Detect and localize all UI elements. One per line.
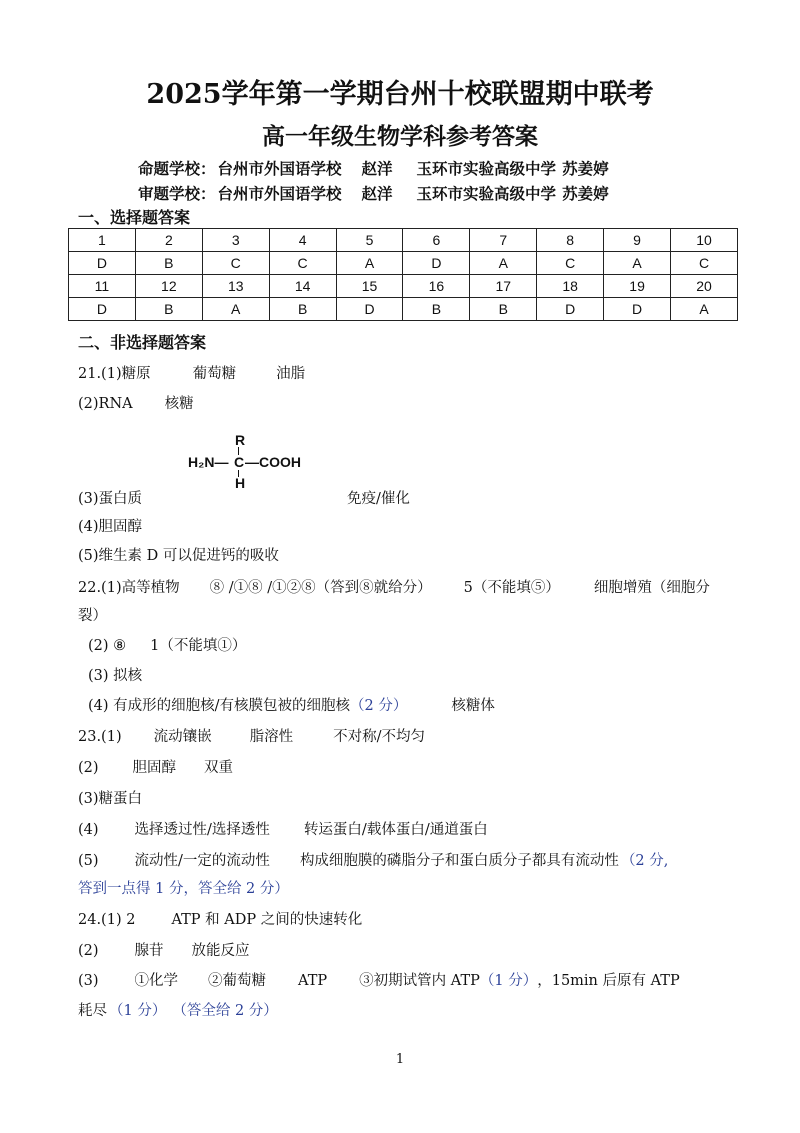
document-subtitle: 高一年级生物学科参考答案 bbox=[262, 124, 538, 150]
table-cell: A bbox=[202, 298, 269, 321]
table-cell: D bbox=[69, 298, 136, 321]
q22-line-2 bbox=[88, 634, 246, 655]
q22-4-b: 核糖体 bbox=[451, 698, 495, 714]
section-choice-heading: 一、选择题答案 bbox=[78, 208, 191, 227]
table-cell: C bbox=[202, 252, 269, 275]
table-cell: D bbox=[403, 252, 470, 275]
table-cell: B bbox=[403, 298, 470, 321]
table-cell: 3 bbox=[202, 229, 269, 252]
formula-left: H₂N— bbox=[188, 454, 229, 470]
table-cell: A bbox=[470, 252, 537, 275]
table-cell: 14 bbox=[269, 275, 336, 298]
q24-3-c: ②葡萄糖 bbox=[208, 973, 267, 989]
q22-4-score: （2 分） bbox=[350, 698, 408, 714]
q24-line-3b bbox=[78, 999, 278, 1020]
reviewer-line bbox=[138, 182, 609, 204]
table-cell: A bbox=[604, 252, 671, 275]
q22-line-3: (3) 拟核 bbox=[88, 668, 143, 684]
table-cell: 20 bbox=[671, 275, 738, 298]
q23-line-4 bbox=[78, 818, 488, 839]
table-cell: D bbox=[69, 252, 136, 275]
q23-1-a: 23.(1) bbox=[78, 729, 122, 745]
q21-3-a: (3)蛋白质 bbox=[78, 491, 143, 507]
table-cell: 1 bbox=[69, 229, 136, 252]
proposer-line bbox=[138, 157, 609, 179]
q22-line-1b: 裂） bbox=[78, 608, 107, 624]
q23-5-a: (5) bbox=[78, 853, 99, 869]
table-cell: D bbox=[537, 298, 604, 321]
q23-4-c: 转运蛋白/载体蛋白/通道蛋白 bbox=[303, 822, 488, 838]
formula-r: R bbox=[235, 432, 246, 448]
table-cell: 8 bbox=[537, 229, 604, 252]
q23-line-3: (3)糖蛋白 bbox=[78, 791, 143, 807]
table-row bbox=[69, 229, 738, 252]
q24-3b-score: （1 分） bbox=[109, 1003, 167, 1019]
q23-5-score: （2 分, bbox=[620, 853, 669, 869]
q22-1-c: 5（不能填⑤） bbox=[463, 580, 560, 596]
q21-line-5: (5)维生素 D 可以促进钙的吸收 bbox=[78, 548, 279, 564]
table-cell: C bbox=[671, 252, 738, 275]
table-cell: D bbox=[336, 298, 403, 321]
table-cell: 9 bbox=[604, 229, 671, 252]
proposer-school-2: 玉环市实验高级中学 bbox=[416, 160, 557, 178]
table-row bbox=[69, 298, 738, 321]
q23-5-c: 构成细胞膜的磷脂分子和蛋白质分子都具有流动性 bbox=[299, 853, 619, 869]
table-row bbox=[69, 252, 738, 275]
answer-table bbox=[68, 228, 738, 321]
q23-line-5b: 答到一点得 1 分，答全给 2 分） bbox=[78, 881, 289, 897]
q23-2-c: 双重 bbox=[204, 760, 234, 776]
q24-3-e: ③初期试管内 ATP bbox=[359, 973, 480, 989]
q24-2-b: 腺苷 bbox=[134, 943, 164, 959]
proposer-label: 命题学校： bbox=[138, 160, 216, 178]
table-cell: B bbox=[135, 298, 202, 321]
q22-2-a: (2) ⑧ bbox=[88, 638, 127, 654]
q23-1-b: 流动镶嵌 bbox=[153, 729, 212, 745]
table-cell: C bbox=[537, 252, 604, 275]
table-cell: 17 bbox=[470, 275, 537, 298]
q21-line-1 bbox=[78, 362, 305, 383]
q24-3b-a: 耗尽 bbox=[78, 1003, 107, 1019]
amino-acid-formula bbox=[188, 432, 318, 492]
table-cell: A bbox=[671, 298, 738, 321]
q23-line-5 bbox=[78, 849, 668, 870]
q22-line-1 bbox=[78, 576, 710, 597]
q23-2-b: 胆固醇 bbox=[132, 760, 177, 776]
page-number: 1 bbox=[395, 1052, 405, 1067]
q22-1-b: ⑧ /①⑧ /①②⑧（答到⑧就给分） bbox=[209, 580, 432, 596]
formula-right: —COOH bbox=[245, 454, 301, 470]
reviewer-name-2: 苏姜婷 bbox=[562, 185, 609, 203]
table-cell: 18 bbox=[537, 275, 604, 298]
formula-h: H bbox=[235, 475, 246, 491]
q22-4-a: (4) 有成形的细胞核/有核膜包被的细胞核 bbox=[88, 698, 351, 714]
table-cell: 7 bbox=[470, 229, 537, 252]
table-row bbox=[69, 275, 738, 298]
document-title: 2025学年第一学期台州十校联盟期中联考 bbox=[146, 79, 654, 110]
q22-1-d: 细胞增殖（细胞分 bbox=[593, 580, 710, 596]
q21-line-2 bbox=[78, 392, 194, 413]
table-cell: 12 bbox=[135, 275, 202, 298]
q21-2-b: 核糖 bbox=[164, 396, 194, 412]
q24-line-1 bbox=[78, 908, 362, 929]
table-cell: D bbox=[604, 298, 671, 321]
q24-line-2 bbox=[78, 939, 250, 960]
q21-1-c: 油脂 bbox=[276, 366, 306, 382]
table-cell: B bbox=[135, 252, 202, 275]
table-cell: C bbox=[269, 252, 336, 275]
q24-3-a: (3) bbox=[78, 973, 99, 989]
q23-2-a: (2) bbox=[78, 760, 99, 776]
table-cell: 13 bbox=[202, 275, 269, 298]
q22-line-4 bbox=[88, 694, 495, 715]
q24-3-d: ATP bbox=[298, 973, 328, 989]
table-cell: 11 bbox=[69, 275, 136, 298]
q21-line-4: (4)胆固醇 bbox=[78, 519, 143, 535]
table-cell: 2 bbox=[135, 229, 202, 252]
q24-3b-note: （答全给 2 分） bbox=[172, 1003, 278, 1019]
reviewer-school-1: 台州市外国语学校 bbox=[217, 185, 342, 203]
proposer-school-1: 台州市外国语学校 bbox=[217, 160, 342, 178]
table-cell: 10 bbox=[671, 229, 738, 252]
q23-line-2 bbox=[78, 756, 233, 777]
q23-1-c: 脂溶性 bbox=[249, 729, 294, 745]
q24-3-f: ，15min 后原有 ATP bbox=[537, 973, 680, 989]
reviewer-school-2: 玉环市实验高级中学 bbox=[416, 185, 557, 203]
proposer-name-1: 赵洋 bbox=[361, 160, 393, 178]
q24-line-3 bbox=[78, 969, 680, 990]
q21-3-b: 免疫/催化 bbox=[347, 491, 410, 507]
q21-line-3 bbox=[78, 487, 410, 508]
table-cell: B bbox=[269, 298, 336, 321]
table-cell: B bbox=[470, 298, 537, 321]
reviewer-label: 审题学校： bbox=[138, 185, 216, 203]
q24-3-b: ①化学 bbox=[134, 973, 179, 989]
q23-line-1 bbox=[78, 725, 425, 746]
q21-1-b: 葡萄糖 bbox=[192, 366, 237, 382]
table-cell: 5 bbox=[336, 229, 403, 252]
q22-1-a: 22.(1)高等植物 bbox=[78, 580, 180, 596]
reviewer-name-1: 赵洋 bbox=[361, 185, 393, 203]
table-cell: 4 bbox=[269, 229, 336, 252]
table-cell: 15 bbox=[336, 275, 403, 298]
q24-2-c: 放能反应 bbox=[191, 943, 250, 959]
table-cell: 6 bbox=[403, 229, 470, 252]
q24-2-a: (2) bbox=[78, 943, 99, 959]
q23-1-d: 不对称/不均匀 bbox=[333, 729, 425, 745]
q21-2-a: (2)RNA bbox=[78, 396, 133, 412]
q23-5-b: 流动性/一定的流动性 bbox=[134, 853, 270, 869]
proposer-name-2: 苏姜婷 bbox=[562, 160, 609, 178]
table-cell: 16 bbox=[403, 275, 470, 298]
q22-2-b: 1（不能填①） bbox=[150, 638, 247, 654]
q23-4-a: (4) bbox=[78, 822, 99, 838]
q24-1-b: ATP 和 ADP 之间的快速转化 bbox=[171, 912, 363, 928]
q21-1-a: 21.(1)糖原 bbox=[78, 366, 151, 382]
q23-4-b: 选择透过性/选择透性 bbox=[134, 822, 270, 838]
formula-c: C bbox=[234, 454, 245, 470]
q24-3-score: （1 分） bbox=[479, 973, 538, 989]
table-cell: A bbox=[336, 252, 403, 275]
table-cell: 19 bbox=[604, 275, 671, 298]
q24-1-a: 24.(1) 2 bbox=[78, 912, 136, 928]
section-nonchoice-heading: 二、非选择题答案 bbox=[78, 333, 207, 352]
